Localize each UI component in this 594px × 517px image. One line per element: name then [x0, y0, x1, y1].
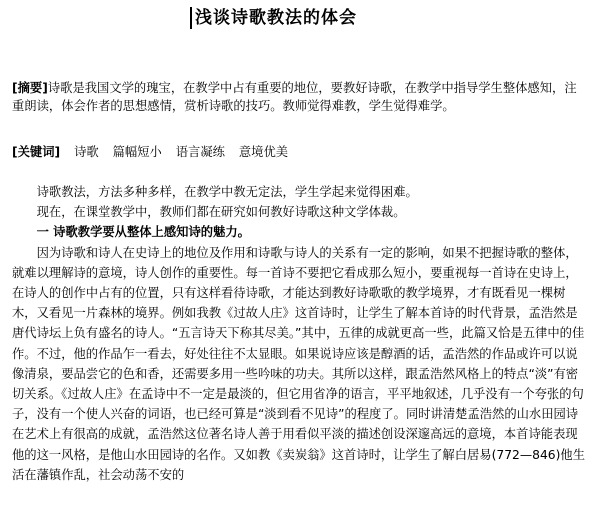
keyword-item: 语言凝练	[175, 145, 225, 159]
keywords	[12, 143, 586, 161]
abstract-text: 诗歌是我国文学的瑰宝，在教学中占有重要的地位，要教好诗歌，在教学中指导学生整体感知，注重朗读，体会作者的思想感情，赏析诗歌的技巧。教师觉得难教，学生觉得难学。	[12, 81, 577, 113]
body-paragraph: 现在，在课堂教学中，教师们都在研究如何教好诗歌这种文学体裁。	[36, 205, 406, 220]
keyword-item: 意境优美	[238, 145, 289, 159]
body-paragraph: 因为诗歌和诗人在史诗上的地位及作用和诗歌与诗人的关系有一定的影响，如果不把握诗歌的整体，就难以理解诗的意境，诗人创作的重要性。每一首诗不要把它看成那么短小，要重视每一首诗在史诗上，在诗人的创作中占有的位置，只有这样看待诗歌，才能达到教好诗歌歌的教学境界，才有既看见一棵树木，又看见一片森林的境界。例如我教《过故人庄》这首诗时，让学生了解本首诗的时代背景，孟浩然是唐代诗坛上负有盛名的诗人。“五言诗天下称其尽美。”其中，五律的成就更高一些，此篇又恰是五律中的佳作。不过，他的作品乍一看去，好处往往不太显眼。如果说诗应该是醇酒的话，孟浩然的作品或许可以说像清泉，要品尝它的色和香，还需要多用一些吟味的功夫。其所以这样，跟孟浩然风格上的特点“淡”有密切关系。《过故人庄》在孟诗中不一定是最淡的，但它用省净的语言，平平地叙述，几乎没有一个夸张的句子，没有一个使人兴奋的词语，也已经可算是“淡到看不见诗”的程度了。同时讲清楚孟浩然的山水田园诗在艺术上有很高的成就，孟浩然这位著名诗人善于用看似平淡的描述创设深邃高远的意境，本首诗能表现他的这一风格，是他山水田园诗的名作。又如教《卖炭翁》这首诗时，让学生了解白居易(772—846)他生活在藩镇作乱，社会动荡不安的	[12, 245, 586, 482]
keyword-item: 诗歌	[74, 145, 99, 159]
keywords-label: [关键词]	[12, 145, 61, 159]
abstract	[12, 79, 586, 115]
text-cursor	[190, 7, 192, 29]
document-body	[12, 182, 586, 485]
keyword-item: 篇幅短小	[112, 145, 162, 159]
title-row	[0, 7, 594, 31]
page-title: 浅谈诗歌教法的体会	[195, 8, 357, 28]
body-paragraph: 诗歌教法，方法多种多样，在教学中教无定法，学生学起来觉得困难。	[36, 185, 418, 199]
section-heading: 一 诗歌教学要从整体上感知诗的魅力。	[36, 225, 250, 240]
abstract-label: [摘要]	[12, 81, 48, 95]
